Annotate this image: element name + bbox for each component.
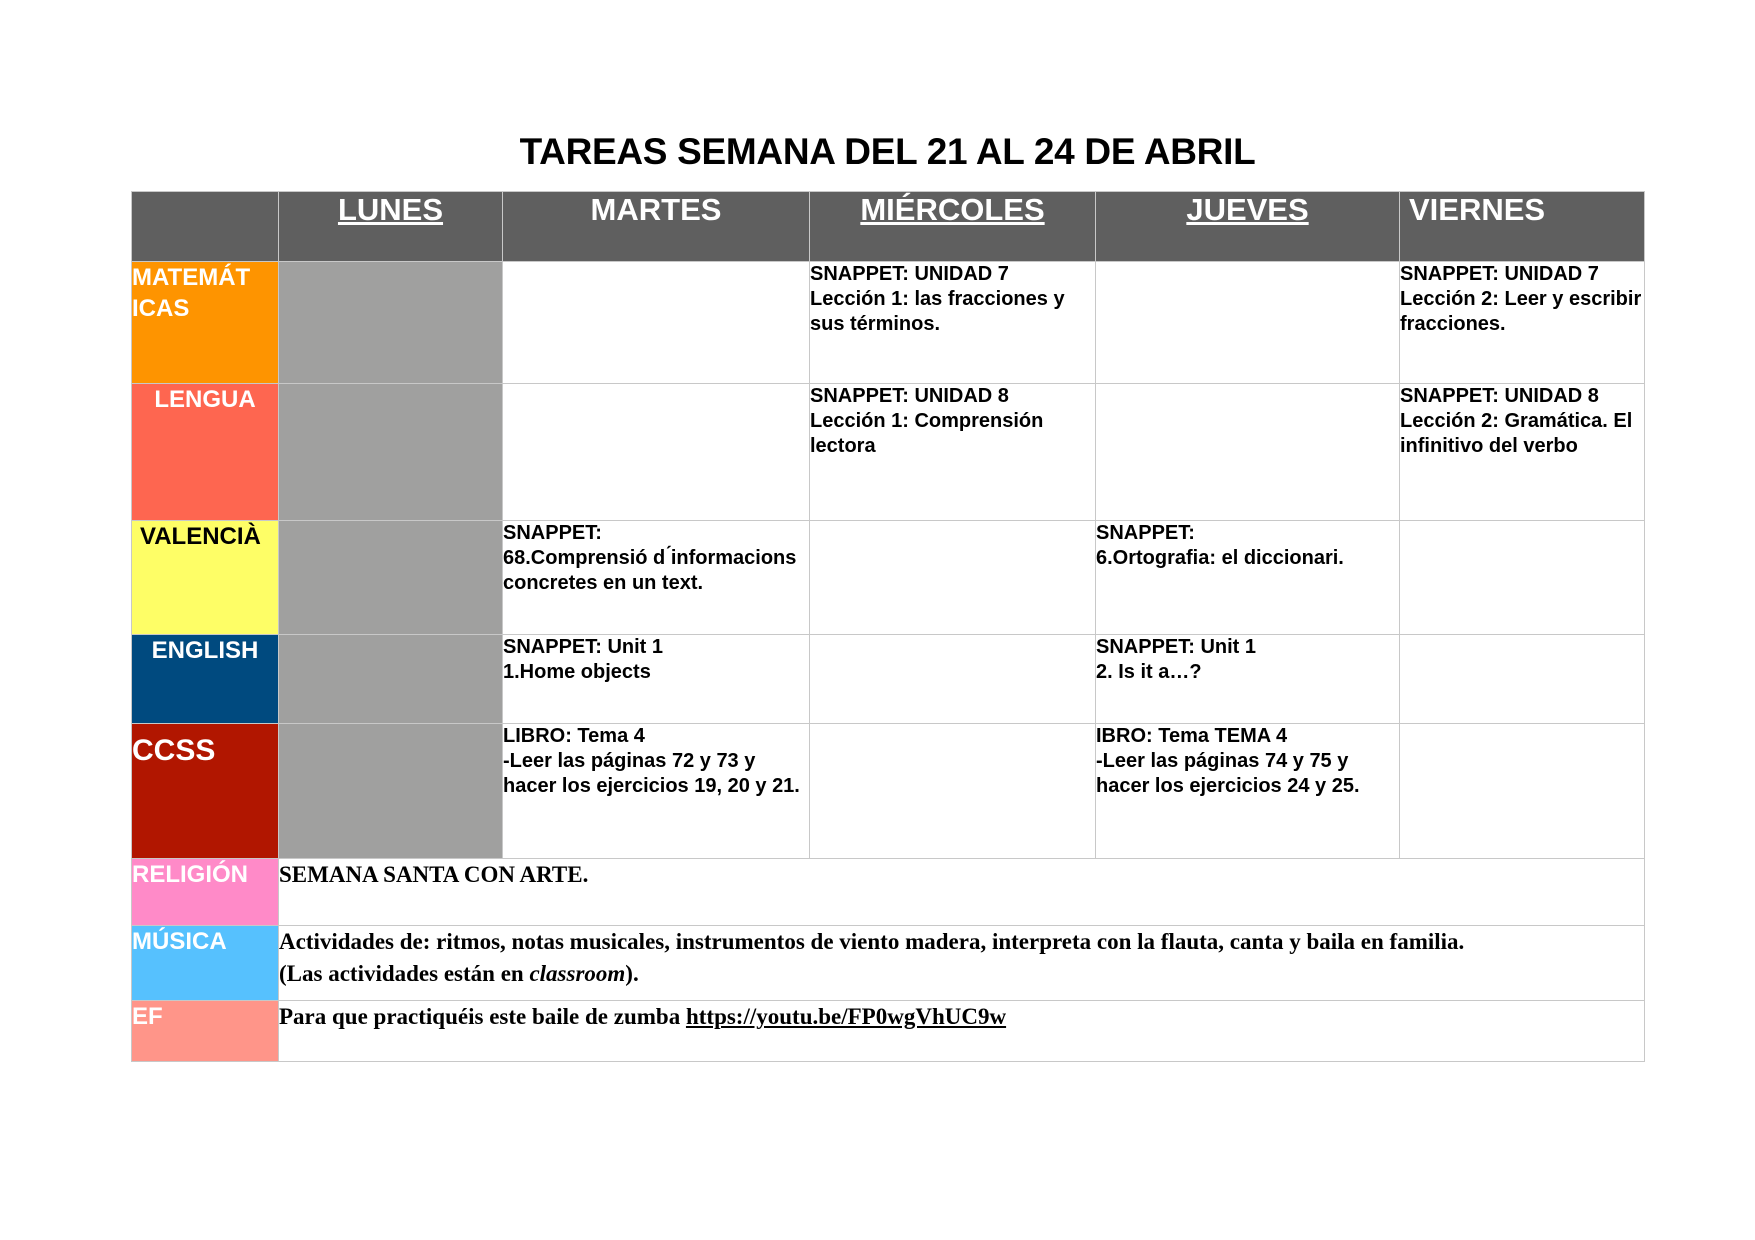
lunes-blank: [279, 635, 503, 724]
subject-lengua: LENGUA: [132, 384, 279, 521]
english-jueves: SNAPPET: Unit 1 2. Is it a…?: [1096, 635, 1400, 724]
valencia-miercoles: [810, 521, 1096, 635]
valencia-jueves: SNAPPET: 6.Ortografia: el diccionari.: [1096, 521, 1400, 635]
subject-musica: MÚSICA: [132, 926, 279, 1001]
row-english: [132, 635, 1645, 724]
lunes-blank: [279, 521, 503, 635]
row-ef: [132, 1001, 1645, 1062]
musica-text: [279, 926, 1645, 1001]
header-lunes: LUNES: [279, 192, 503, 262]
row-religion: [132, 859, 1645, 926]
matematicas-jueves: [1096, 262, 1400, 384]
header-miercoles: MIÉRCOLES: [810, 192, 1096, 262]
zumba-link[interactable]: https://youtu.be/FP0wgVhUC9w: [685, 1004, 1007, 1029]
ccss-martes: LIBRO: Tema 4 -Leer las páginas 72 y 73 y hacer los ejercicios 19, 20 y 21.: [503, 724, 810, 859]
lunes-blank: [279, 724, 503, 859]
musica-line1: Actividades de: ritmos, notas musicales, instrumentos de viento madera, interpreta con la flauta, canta y baila en familia.: [279, 929, 1465, 954]
subject-religion: RELIGIÓN: [132, 859, 279, 926]
row-matematicas: [132, 262, 1645, 384]
ccss-jueves: IBRO: Tema TEMA 4 -Leer las páginas 74 y 75 y hacer los ejercicios 24 y 25.: [1096, 724, 1400, 859]
row-musica: [132, 926, 1645, 1001]
row-ccss: [132, 724, 1645, 859]
musica-classroom: classroom: [529, 961, 626, 986]
row-lengua: [132, 384, 1645, 521]
valencia-martes: SNAPPET: 68.Comprensió d ́informacions concretes en un text.: [503, 521, 810, 635]
schedule-table: [131, 191, 1645, 1062]
header-jueves: JUEVES: [1096, 192, 1400, 262]
subject-ccss: CCSS: [132, 724, 279, 859]
matematicas-martes: [503, 262, 810, 384]
row-valencia: [132, 521, 1645, 635]
lengua-jueves: [1096, 384, 1400, 521]
english-miercoles: [810, 635, 1096, 724]
subject-valencia: VALENCIÀ: [132, 521, 279, 635]
religion-text: SEMANA SANTA CON ARTE.: [279, 859, 1645, 926]
ef-text-prefix: Para que practiquéis este baile de zumba: [279, 1004, 686, 1029]
musica-line2-pre: (Las actividades están en: [279, 961, 530, 986]
subject-english: ENGLISH: [132, 635, 279, 724]
lunes-blank: [279, 384, 503, 521]
english-viernes: [1400, 635, 1645, 724]
lunes-blank: [279, 262, 503, 384]
ccss-miercoles: [810, 724, 1096, 859]
lengua-viernes: SNAPPET: UNIDAD 8 Lección 2: Gramática. El infinitivo del verbo: [1400, 384, 1645, 521]
lengua-miercoles: SNAPPET: UNIDAD 8 Lección 1: Comprensión lectora: [810, 384, 1096, 521]
header-row: [132, 192, 1645, 262]
musica-line2-post: ).: [625, 961, 639, 986]
english-martes: SNAPPET: Unit 1 1.Home objects: [503, 635, 810, 724]
header-viernes: VIERNES: [1400, 192, 1645, 262]
header-martes: MARTES: [503, 192, 810, 262]
subject-matematicas: MATEMÁT ICAS: [132, 262, 279, 384]
matematicas-miercoles: SNAPPET: UNIDAD 7 Lección 1: las fracciones y sus términos.: [810, 262, 1096, 384]
valencia-viernes: [1400, 521, 1645, 635]
matematicas-viernes: SNAPPET: UNIDAD 7 Lección 2: Leer y escribir fracciones.: [1400, 262, 1645, 384]
ef-text: [279, 1001, 1645, 1062]
subject-ef: EF: [132, 1001, 279, 1062]
header-corner: [132, 192, 279, 262]
lengua-martes: [503, 384, 810, 521]
page-title: TAREAS SEMANA DEL 21 AL 24 DE ABRIL: [519, 131, 1256, 172]
ccss-viernes: [1400, 724, 1645, 859]
